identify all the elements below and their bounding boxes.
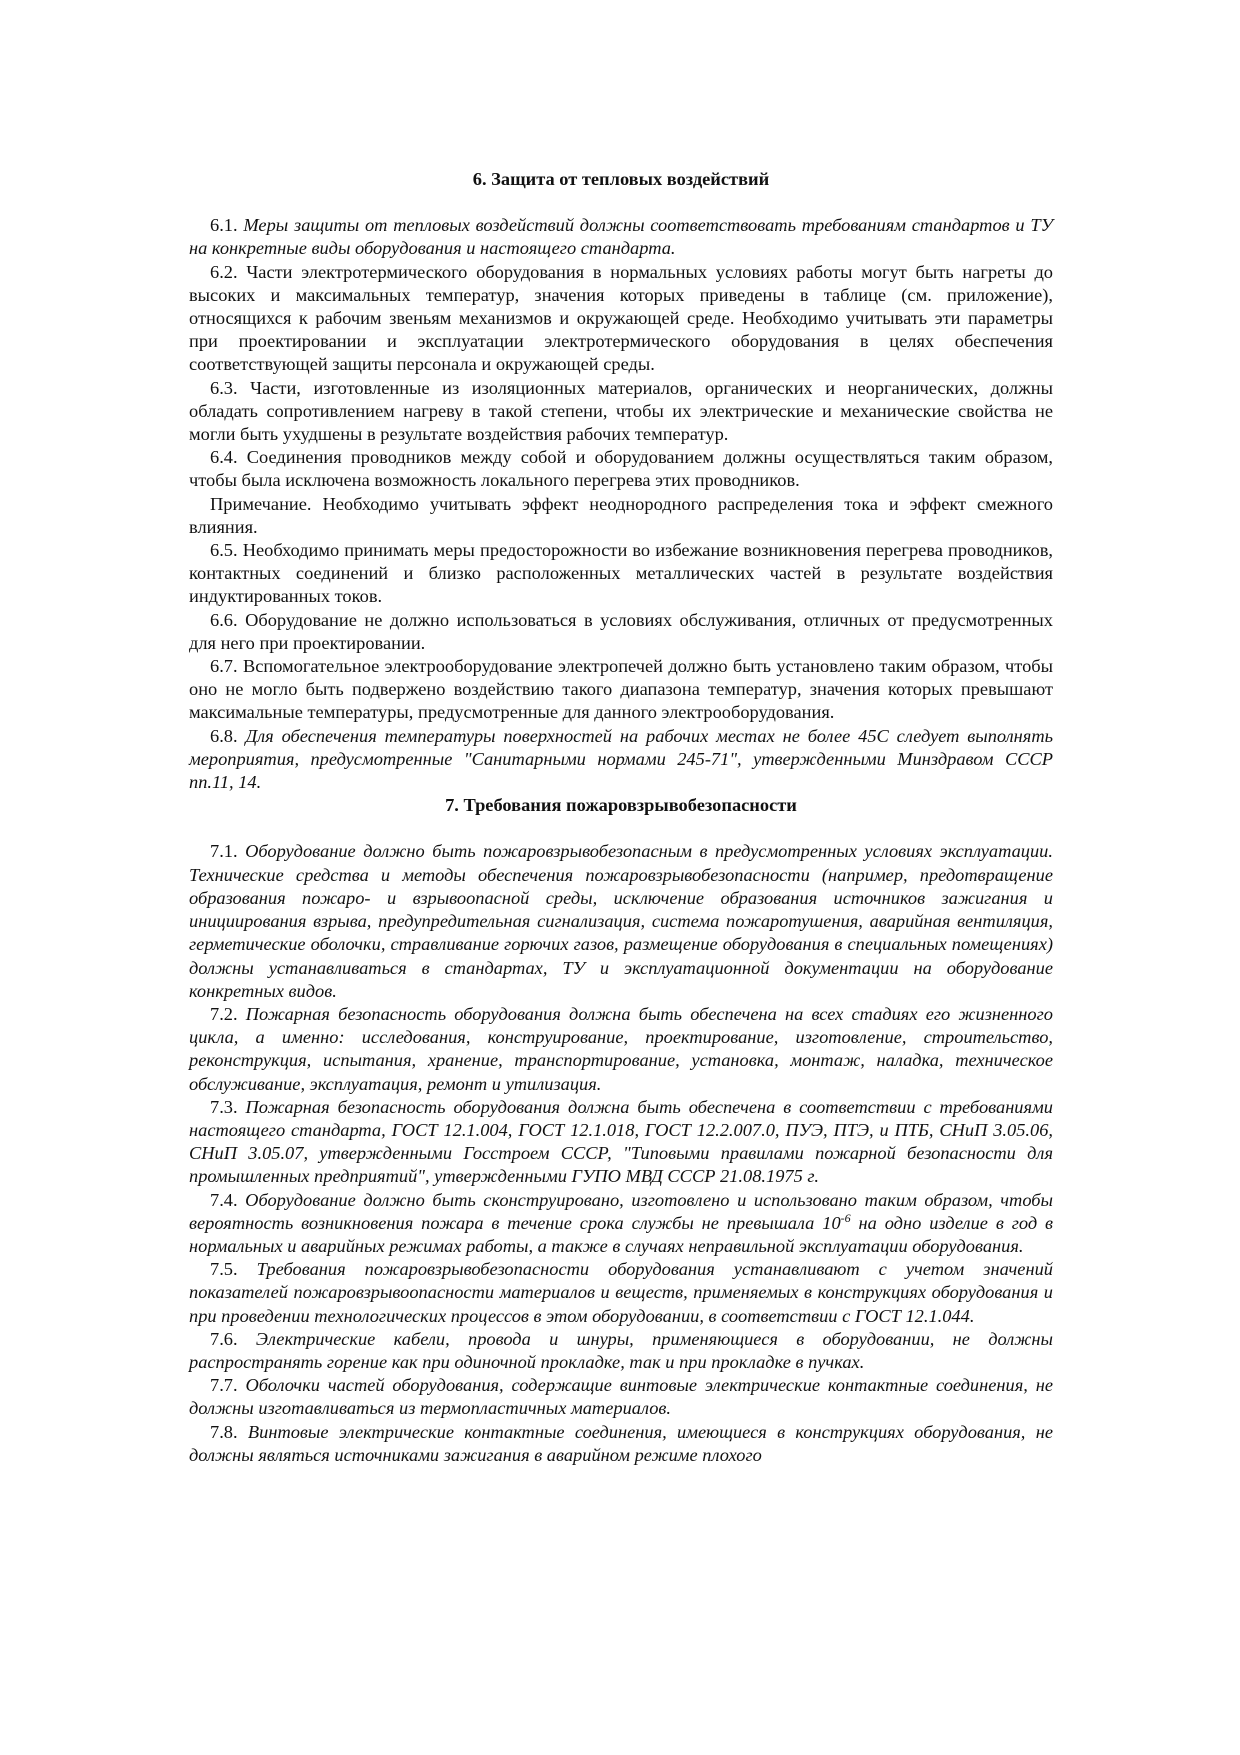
note-text: Необходимо учитывать эффект неоднородного распределения тока и эффект смежного влияния. [189,493,1053,537]
paragraph-7-7 [189,1374,1053,1420]
paragraph-7-5 [189,1258,1053,1328]
paragraph-number: 6.5. [210,540,238,561]
paragraph-text: Оборудование не должно использоваться в условиях обслуживания, отличных от предусмотренных для него при проектировании. [189,609,1053,653]
paragraph-text-after: на одно изделие в год в нормальных и аварийных режимах работы, а также в случаях неправильной эксплуатации оборудования. [189,1212,1053,1256]
paragraph-number: 7.8. [210,1421,238,1442]
paragraph-number: 6.4. [210,447,238,468]
paragraph-text: Оборудование должно быть пожаровзрывобезопасным в предусмотренных условиях эксплуатации. Технические средства и методы обеспечения пожаровзрывобезопасности (например, предотвращение образования пожаро- и взрывоопасной среды, исключение образования источников зажигания и инициирования взрыва, предупредительная сигнализация, система пожаротушения, аварийная вентиляция, герметические оболочки, стравливание горючих газов, размещение оборудования в специальных помещениях) должны устанавливаться в стандартах, ТУ и эксплуатационной документации на оборудование конкретных видов. [189,841,1053,1001]
paragraph-number: 6.1. [210,215,238,236]
paragraph-7-1 [189,840,1053,1002]
paragraph-7-2 [189,1003,1053,1096]
paragraph-number: 7.3. [210,1096,238,1117]
paragraph-text: Винтовые электрические контактные соединения, имеющиеся в конструкциях оборудования, не должны являться источниками зажигания в аварийном режиме плохого [189,1421,1053,1465]
paragraph-text: Для обеспечения температуры поверхностей на рабочих местах не более 45С следует выполнять мероприятия, предусмотренные "Санитарными нормами 245-71", утвержденными Минздравом СССР пп.11, 14. [189,725,1053,793]
paragraph-6-8 [189,725,1053,795]
paragraph-7-4 [189,1189,1053,1259]
paragraph-text: Пожарная безопасность оборудования должна быть обеспечена на всех стадиях его жизненного цикла, а именно: исследования, конструирование, проектирование, изготовление, строительство, реконструкция, испытания, хранение, транспортирование, установка, монтаж, наладка, техническое обслуживание, эксплуатация, ремонт и утилизация. [189,1003,1053,1094]
paragraph-text: Оболочки частей оборудования, содержащие винтовые электрические контактные соединения, не должны изготавливаться из термопластичных материалов. [189,1375,1053,1419]
paragraph-number: 7.4. [210,1189,238,1210]
paragraph-number: 6.3. [210,377,238,398]
paragraph-7-6 [189,1328,1053,1374]
document-page [189,168,1053,1467]
paragraph-6-7 [189,655,1053,725]
paragraph-number: 7.7. [210,1375,238,1396]
paragraph-number: 7.1. [210,841,238,862]
paragraph-text: Необходимо принимать меры предосторожности во избежание возникновения перегрева проводников, контактных соединений и близко расположенных металлических частей в результате воздействия индуктированных токов. [189,540,1053,607]
paragraph-number: 6.7. [210,656,238,677]
paragraph-number: 7.5. [210,1259,238,1280]
note-label: Примечание. [210,493,312,514]
paragraph-number: 6.2. [210,261,238,282]
paragraph-6-2 [189,261,1053,377]
paragraph-text: Вспомогательное электрооборудование электропечей должно быть установлено таким образом, чтобы оно не могло быть подвержено воздействию такого диапазона температур, значения которых превышают максимальные температуры, предусмотренные для данного электрооборудования. [189,656,1053,723]
section-7-heading: 7. Требования пожаровзрывобезопасности [445,795,797,816]
paragraph-number: 7.2. [210,1003,238,1024]
paragraph-6-1 [189,214,1053,260]
paragraph-text: Требования пожаровзрывобезопасности оборудования устанавливают с учетом значений показателей пожаровзрывоопасности материалов и веществ, применяемых в конструкциях оборудования и при проведении технологических процессов в этом оборудовании, в соответствии с ГОСТ 12.1.044. [189,1259,1053,1326]
paragraph-text: Соединения проводников между собой и оборудованием должны осуществляться таким образом, чтобы была исключена возможность локального перегрева этих проводников. [189,447,1053,491]
section-6-heading: 6. Защита от тепловых воздействий [472,169,770,189]
paragraph-text: Пожарная безопасность оборудования должна быть обеспечена в соответствии с требованиями настоящего стандарта, ГОСТ 12.1.004, ГОСТ 12.1.018, ГОСТ 12.2.007.0, ПУЭ, ПТЭ, и ПТБ, СНиП 3.05.06, СНиП 3.05.07, утвержденными Госстроем СССР, "Типовыми правилами пожарной безопасности для промышленных предприятий", утвержденными ГУПО МВД СССР 21.08.1975 г. [189,1096,1053,1187]
paragraph-7-3 [189,1096,1053,1189]
paragraph-6-3 [189,377,1053,447]
paragraph-text: Электрические кабели, провода и шнуры, применяющиеся в оборудовании, не должны распространять горение как при одиночной прокладке, так и при прокладке в пучках. [189,1328,1053,1372]
paragraph-6-5 [189,539,1053,609]
paragraph-number: 7.6. [210,1328,238,1349]
paragraph-number: 6.8. [210,725,238,746]
paragraph-7-8 [189,1421,1053,1467]
paragraph-text-before: Оборудование должно быть сконструировано, изготовлено и использовано таким образом, чтобы вероятность возникновения пожара в течение срока службы не превышала 10 [189,1189,1054,1233]
paragraph-text: Части, изготовленные из изоляционных материалов, органических и неорганических, должны обладать сопротивлением нагреву в такой степени, чтобы их электрические и механические свойства не могли быть ухудшены в результате воздействия рабочих температур. [189,377,1053,445]
paragraph-note [189,493,1053,539]
paragraph-text [189,1190,1053,1256]
paragraph-text: Части электротермического оборудования в нормальных условиях работы могут быть нагреты до высоких и максимальных температур, значения которых приведены в таблице (см. приложение), относящихся к рабочим звеньям механизмов и окружающей среде. Необходимо учитывать эти параметры при проектировании и эксплуатации электротермического оборудования в целях обеспечения соответствующей защиты персонала и окружающей среды. [189,261,1053,375]
paragraph-number: 6.6. [210,609,238,630]
exponent: -6 [840,1210,851,1225]
paragraph-6-4 [189,446,1053,492]
paragraph-6-6 [189,609,1053,655]
paragraph-text: Меры защиты от тепловых воздействий должны соответствовать требованиям стандартов и ТУ на конкретные виды оборудования и настоящего стандарта. [189,215,1053,259]
